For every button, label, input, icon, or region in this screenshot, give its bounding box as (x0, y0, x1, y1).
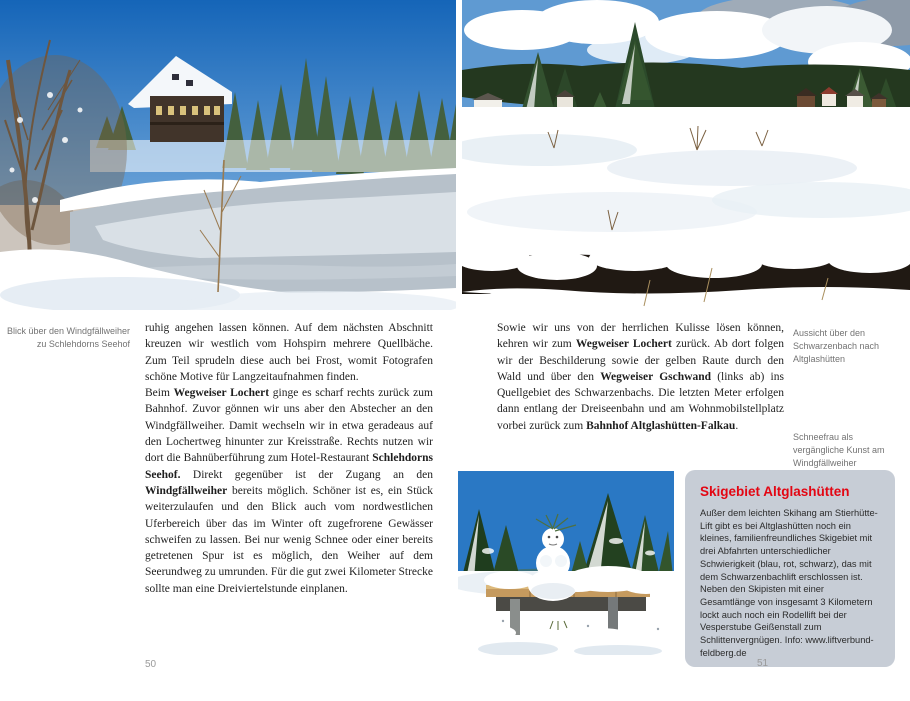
body-column-left (145, 320, 433, 597)
page-number-left: 50 (145, 659, 157, 670)
infobox-text: Außer dem leichten Skihang am Stierhütte-Lift gibt es bei Altglashütten noch ein kleines, familienfreundliches Skigebiet mit drei Abfahrten unterschiedlicher Schwierigkeit (blau, rot, schwarz), das mit dem Schwarzenbachlift erschlossen ist. Neben den Skipisten mit einer Gesamtlänge von insgesamt 3 Kilometern lockt auch noch ein Rodellift bei der Vesperstube Geißenstall zum Schlittenvergnügen. Info: www.liftverbund-feldberg.de (700, 508, 878, 658)
caption-schneefrau: Schneefrau als vergängliche Kunst am Windgfällweiher (793, 432, 885, 468)
photo-windgfaellweiher (0, 0, 456, 310)
paragraph: Sowie wir uns von der herrlichen Kulisse lösen können, kehren wir zum Wegweiser Lochert zurück. Ab dort folgen wir der Beschilderung sowie der gelben Raute durch den Wald und über den Wegweiser Gschwand (links ab) ins Quellgebiet des Schwarzenbachs. Die letzten Meter erfolgen dann entlang der Dreiseenbahn und am Wohnmobilstellplatz vorbei zurück zum Bahnhof Altglashütten-Falkau. (497, 322, 785, 432)
body-column-right (497, 320, 784, 434)
infobox-title: Skigebiet Altglashütten (700, 484, 850, 499)
photo-schneefrau (458, 471, 674, 655)
paragraph: Beim Wegweiser Lochert ginge es scharf rechts zurück zum Bahnhof. Zuvor gönnen wir uns aber den Abstecher an den Windgfällweiher. Damit wechseln wir in etwa geradeaus auf den Lochertweg hinunter zur Kreisstraße. Rechts nutzen wir dort die Bahnüberführung zum Hotel-Restaurant Schlehdorns Seehof. Direkt gegenüber ist der Zugang an den Windgfällweiher bereits möglich. Schöner ist es, ein Stück weiterzulaufen und den Blick auch vom nordwestlichen Uferbereich über das im Winter oft zugefrorene Gewässer schweifen zu lassen. Bei nur wenig Schnee oder einer bereits getretenen Spur ist es möglich, den Weiher auf dem Seerundweg zu umrunden. Für die gut zwei Kilometer Strecke sollte man eine Dreiviertelstunde einplanen. (145, 387, 433, 595)
page-number-right: 51 (757, 658, 769, 669)
caption-schwarzenbach: Aussicht über den Schwarzenbach nach Altglashütten (793, 328, 880, 364)
infobox-skigebiet (685, 470, 895, 667)
photo-schwarzenbach-altglashuetten (462, 0, 910, 310)
caption-windgfaellweiher: Blick über den Windgfällweiher zu Schlehdorns Seehof (6, 326, 130, 349)
paragraph: ruhig angehen lassen können. Auf dem nächsten Abschnitt kreuzen wir westlich vom Hohspirn mehrere Quellbäche. Zum Teil sprudeln diese auch bei Frost, womit Fotografen schöne Motive für Langzeitaufnahmen finden. (145, 322, 433, 383)
snowy-meadow (462, 107, 910, 267)
